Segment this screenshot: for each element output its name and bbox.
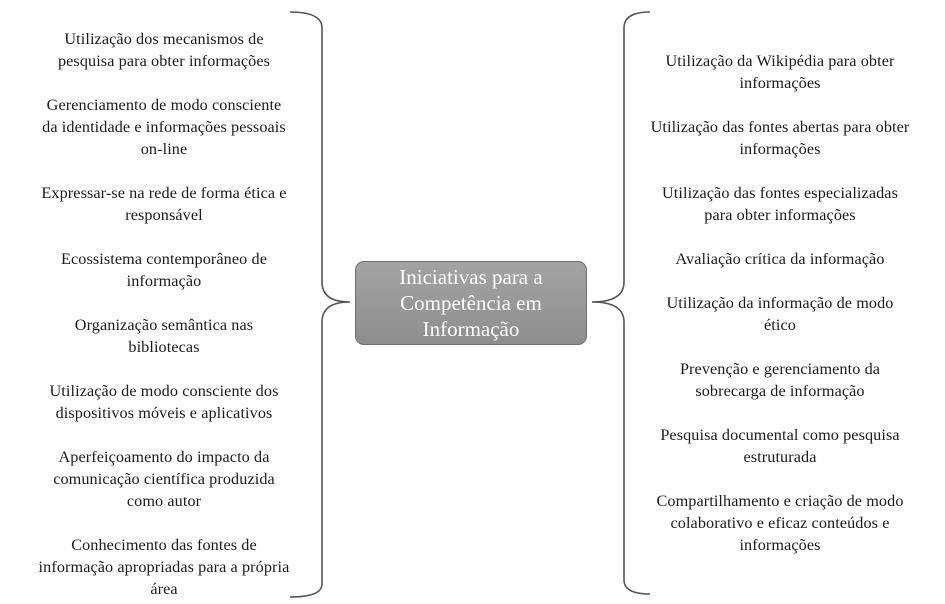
left-item-8: Conhecimento das fontes de informação apropriadas para a própria área bbox=[38, 536, 290, 598]
left-item-6: Utilização de modo consciente dos dispositivos móveis e aplicativos bbox=[49, 382, 279, 422]
central-topic-box bbox=[355, 261, 587, 345]
right-item-8: Compartilhamento e criação de modo colaborativo e eficaz conteúdos e informações bbox=[656, 492, 904, 554]
left-item-4: Ecossistema contemporâneo de informação bbox=[61, 250, 267, 290]
left-item-7: Aperfeiçoamento do impacto da comunicação científica produzida como autor bbox=[53, 448, 275, 510]
right-item-4: Avaliação crítica da informação bbox=[675, 250, 885, 268]
right-item-3: Utilização das fontes especializadas para obter informações bbox=[662, 184, 898, 224]
right-item-2: Utilização das fontes abertas para obter informações bbox=[650, 118, 910, 158]
right-item-5: Utilização da informação de modo ético bbox=[666, 294, 894, 334]
left-item-3: Expressar-se na rede de forma ética e responsável bbox=[41, 184, 287, 224]
central-topic-title: Iniciativas para a Competência em Informação bbox=[399, 265, 543, 341]
right-item-1: Utilização da Wikipédia para obter informações bbox=[665, 52, 895, 92]
left-item-2: Gerenciamento de modo consciente da identidade e informações pessoais on-line bbox=[42, 96, 286, 158]
right-item-7: Pesquisa documental como pesquisa estruturada bbox=[660, 426, 900, 466]
right-item-6: Prevenção e gerenciamento da sobrecarga de informação bbox=[679, 360, 881, 400]
left-item-5: Organização semântica nas bibliotecas bbox=[74, 316, 254, 356]
left-item-1: Utilização dos mecanismos de pesquisa para obter informações bbox=[57, 30, 271, 70]
